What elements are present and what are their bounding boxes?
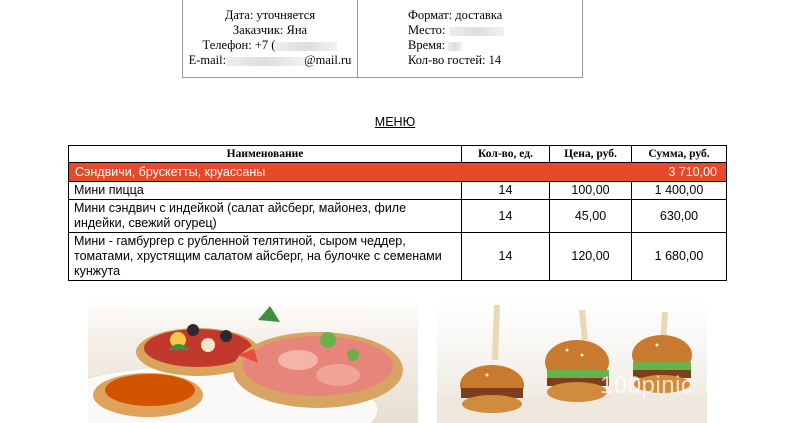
- table-row: [69, 182, 727, 200]
- item-name: Мини пицца: [69, 182, 462, 200]
- item-sum: 1 400,00: [632, 182, 727, 200]
- category-row: [69, 163, 727, 182]
- event-date: Дата: уточняется: [224, 8, 316, 22]
- time-label: Время:: [408, 38, 446, 52]
- mini-burgers-illustration: [437, 300, 707, 423]
- customer-email: [183, 53, 357, 68]
- menu-table: [68, 145, 727, 281]
- item-price: 45,00: [550, 200, 632, 233]
- phone-redacted: [275, 42, 337, 51]
- mini-pizza-illustration: [88, 300, 418, 423]
- item-qty: 14: [462, 182, 550, 200]
- menu-title: МЕНЮ: [374, 115, 416, 129]
- category-name: Сэндвичи, брускетты, круассаны: [69, 163, 462, 182]
- phone-label: Телефон:: [202, 38, 252, 52]
- item-sum: 1 680,00: [632, 233, 727, 281]
- event-info-left: [183, 0, 358, 77]
- email-value: @mail.ru: [304, 53, 352, 67]
- mini-pizza-photo: [88, 300, 418, 423]
- item-qty: 14: [462, 200, 550, 233]
- event-info-right: [358, 0, 582, 77]
- phone-value: +7 (: [254, 38, 276, 52]
- event-format: Формат: доставка: [408, 8, 503, 22]
- header-price: Цена, руб.: [550, 146, 632, 163]
- table-header-row: [69, 146, 727, 163]
- header-name: Наименование: [69, 146, 462, 163]
- customer-name: Заказчик: Яна: [232, 23, 308, 37]
- event-place: [408, 23, 582, 38]
- item-name: Мини сэндвич с индейкой (салат айсберг, майонез, филе индейки, свежий огурец): [69, 200, 462, 233]
- item-price: 100,00: [550, 182, 632, 200]
- event-time: [408, 38, 582, 53]
- place-redacted: [449, 27, 504, 36]
- header-qty: Кол-во, ед.: [462, 146, 550, 163]
- item-price: 120,00: [550, 233, 632, 281]
- watermark-logo: 100pinic: [600, 372, 694, 399]
- table-row: [69, 200, 727, 233]
- header-sum: Сумма, руб.: [632, 146, 727, 163]
- item-sum: 630,00: [632, 200, 727, 233]
- table-row: [69, 233, 727, 281]
- time-redacted: [448, 42, 462, 51]
- place-label: Место:: [408, 23, 446, 37]
- category-total: 3 710,00: [632, 163, 727, 182]
- mini-burgers-photo: [437, 300, 707, 423]
- item-name: Мини - гамбургер с рубленной телятиной, сыром чеддер, томатами, хрустящим салатом айсберг, на булочке с семенами кунжута: [69, 233, 462, 281]
- customer-phone: [183, 38, 357, 53]
- event-info-box: [182, 0, 583, 78]
- guest-count: Кол-во гостей: 14: [408, 53, 502, 67]
- email-redacted: [226, 57, 304, 66]
- item-qty: 14: [462, 233, 550, 281]
- email-label: E-mail:: [188, 53, 227, 67]
